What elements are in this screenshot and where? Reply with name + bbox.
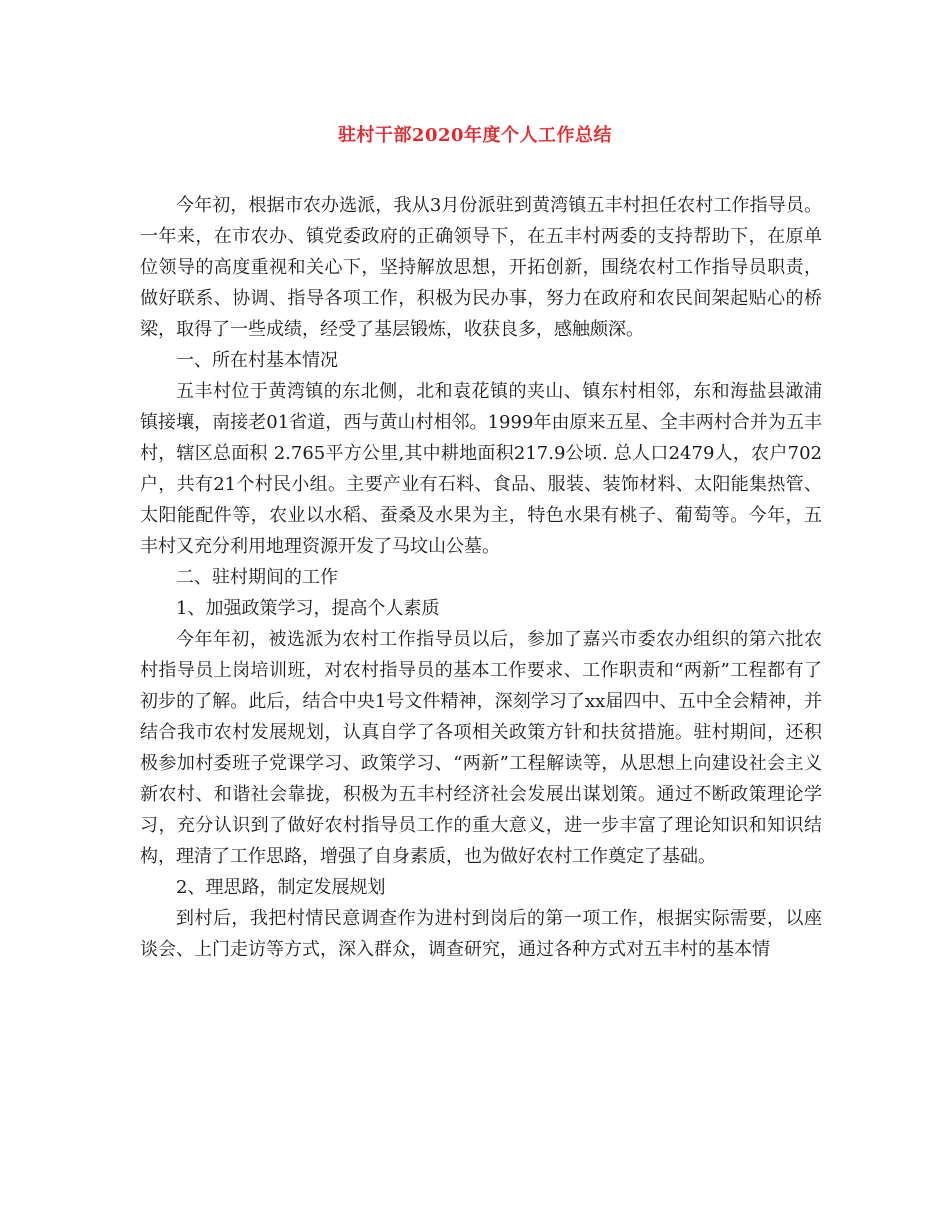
section-heading-work: 二、驻村期间的工作 [176,567,338,588]
paragraph-village-info: 五丰村位于黄湾镇的东北侧，北和袁花镇的夹山、镇东村相邻，东和海盐县澉浦镇接壤，南接老01省道，西与黄山村相邻。1999年由原来五星、全丰两村合并为五丰村，辖区总面积 2.765平方公里,其中耕地面积217.9公顷. 总人口2479人，农户702户，共有21个村民小组。主要产业有石料、食品、服装、装饰材料、太阳能集热管、太阳能配件等，农业以水稻、蚕桑及水果为主，特色水果有桃子、葡萄等。今年，五丰村又充分利用地理资源开发了马坟山公墓。 [140,381,822,557]
subheading-planning: 2、理思路，制定发展规划 [176,877,386,898]
section-heading-basic-info: 一、所在村基本情况 [176,350,338,371]
subheading-policy-study: 1、加强政策学习，提高个人素质 [176,598,440,619]
paragraph-intro: 今年初，根据市农办选派，我从3月份派驻到黄湾镇五丰村担任农村工作指导员。一年来，在市农办、镇党委政府的正确领导下，在五丰村两委的支持帮助下，在原单位领导的高度重视和关心下，坚持解放思想，开拓创新，围绕农村工作指导员职责，做好联系、协调、指导各项工作，积极为民办事，努力在政府和农民间架起贴心的桥梁，取得了一些成绩，经受了基层锻炼，收获良多，感触颇深。 [140,195,822,340]
document-title: 驻村干部2020年度个人工作总结 [337,125,613,146]
document-body [140,190,822,965]
paragraph-planning: 到村后，我把村情民意调查作为进村到岗后的第一项工作，根据实际需要，以座谈会、上门走访等方式，深入群众，调查研究，通过各种方式对五丰村的基本情 [140,908,822,960]
paragraph-policy-study: 今年年初，被选派为农村工作指导员以后，参加了嘉兴市委农办组织的第六批农村指导员上岗培训班，对农村指导员的基本工作要求、工作职责和“两新”工程都有了初步的了解。此后，结合中央1号文件精神，深刻学习了xx届四中、五中全会精神，并结合我市农村发展规划，认真自学了各项相关政策方针和扶贫措施。驻村期间，还积极参加村委班子党课学习、政策学习、“两新”工程解读等，从思想上向建设社会主义新农村、和谐社会靠拢，积极为五丰村经济社会发展出谋划策。通过不断政策理论学习，充分认识到了做好农村指导员工作的重大意义，进一步丰富了理论知识和知识结构，理清了工作思路，增强了自身素质，也为做好农村工作奠定了基础。 [140,629,822,867]
